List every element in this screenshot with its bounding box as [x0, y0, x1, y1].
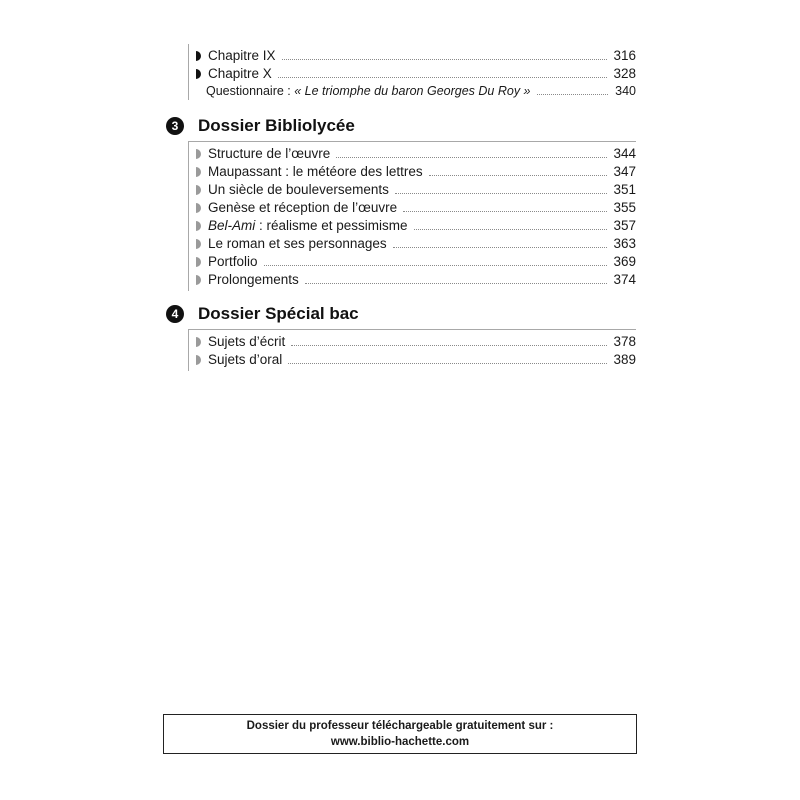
toc-entry-label-italic: Bel-Ami [208, 218, 256, 233]
section-rule [188, 141, 636, 142]
download-url-link[interactable]: www.biblio-hachette.com [330, 736, 470, 748]
bullet-icon [196, 185, 201, 195]
toc-entry[interactable] [196, 351, 636, 369]
bullet-icon [196, 337, 201, 347]
section-number-badge: 3 [166, 117, 184, 135]
toc-vertical-rule-top [188, 44, 189, 100]
toc-entry-label: Le roman et ses personnages [208, 236, 387, 251]
dot-leader [429, 175, 608, 176]
toc-entry-label: Genèse et réception de l’œuvre [208, 200, 398, 215]
toc-entry-page: 344 [613, 146, 636, 161]
section-heading-4[interactable] [166, 302, 636, 326]
dot-leader [264, 265, 608, 266]
toc-entry-label: Sujets d’oral [208, 352, 283, 367]
dot-leader [278, 77, 608, 78]
toc-entry[interactable] [196, 333, 636, 351]
section-rule [188, 329, 636, 330]
toc-entry-label: Chapitre X [208, 66, 272, 81]
bullet-icon [196, 69, 201, 79]
bullet-icon [196, 149, 201, 159]
toc-entry-label: Sujets d’écrit [208, 334, 286, 349]
dot-leader [291, 345, 607, 346]
bullet-icon [196, 355, 201, 365]
toc-entry-chapitre-ix[interactable] [196, 47, 636, 65]
toc-entry-page: 389 [613, 352, 636, 367]
toc-entry-page: 363 [613, 236, 636, 251]
toc-entry-label: Structure de l’œuvre [208, 146, 331, 161]
bullet-icon [196, 203, 201, 213]
toc-entry[interactable] [196, 235, 636, 253]
toc-entry-page: 316 [613, 48, 636, 63]
toc-entry[interactable] [196, 181, 636, 199]
download-notice-text: Dossier du professeur téléchargeable gratuitement sur : [246, 720, 554, 732]
toc-entry-page: 347 [613, 164, 636, 179]
toc-entry-page: 378 [613, 334, 636, 349]
toc-entry-page: 369 [613, 254, 636, 269]
bullet-icon [196, 167, 201, 177]
toc-entry-label: Maupassant : le météore des lettres [208, 164, 423, 179]
toc-entry-page: 351 [613, 182, 636, 197]
dot-leader [403, 211, 607, 212]
toc-entry[interactable] [196, 145, 636, 163]
questionnaire-prefix: Questionnaire : [206, 84, 295, 98]
toc-entry[interactable] [196, 217, 636, 235]
toc-entry-questionnaire[interactable] [206, 82, 636, 100]
bullet-icon [196, 257, 201, 267]
dot-leader [305, 283, 608, 284]
dot-leader [288, 363, 607, 364]
toc-vertical-rule [188, 141, 189, 291]
section-heading-3[interactable] [166, 114, 636, 138]
dot-leader [282, 59, 608, 60]
download-notice-box [163, 714, 637, 754]
section-title: Dossier Spécial bac [198, 304, 359, 323]
dot-leader [395, 193, 608, 194]
bullet-icon [196, 239, 201, 249]
toc-entry-chapitre-x[interactable] [196, 65, 636, 83]
toc-entry-page: 328 [613, 66, 636, 81]
toc-entry-page: 340 [615, 84, 636, 98]
section-number-badge: 4 [166, 305, 184, 323]
dot-leader [336, 157, 607, 158]
section-title: Dossier Bibliolycée [198, 116, 355, 135]
dot-leader [393, 247, 608, 248]
toc-entry-label: Chapitre IX [208, 48, 276, 63]
toc-vertical-rule [188, 329, 189, 371]
toc-entry[interactable] [196, 271, 636, 289]
dot-leader [537, 94, 609, 95]
bullet-icon [196, 221, 201, 231]
toc-entry-page: 355 [613, 200, 636, 215]
toc-entry-page: 357 [613, 218, 636, 233]
toc-entry[interactable] [196, 163, 636, 181]
questionnaire-title: « Le triomphe du baron Georges Du Roy » [294, 84, 531, 98]
toc-entry-label: Portfolio [208, 254, 258, 269]
toc-entry-label: Un siècle de bouleversements [208, 182, 389, 197]
toc-entry-label: Prolongements [208, 272, 299, 287]
bullet-icon [196, 51, 201, 61]
dot-leader [414, 229, 608, 230]
toc-entry-page: 374 [613, 272, 636, 287]
toc-entry-label: : réalisme et pessimisme [255, 218, 408, 233]
toc-entry[interactable] [196, 199, 636, 217]
bullet-icon [196, 275, 201, 285]
toc-entry[interactable] [196, 253, 636, 271]
